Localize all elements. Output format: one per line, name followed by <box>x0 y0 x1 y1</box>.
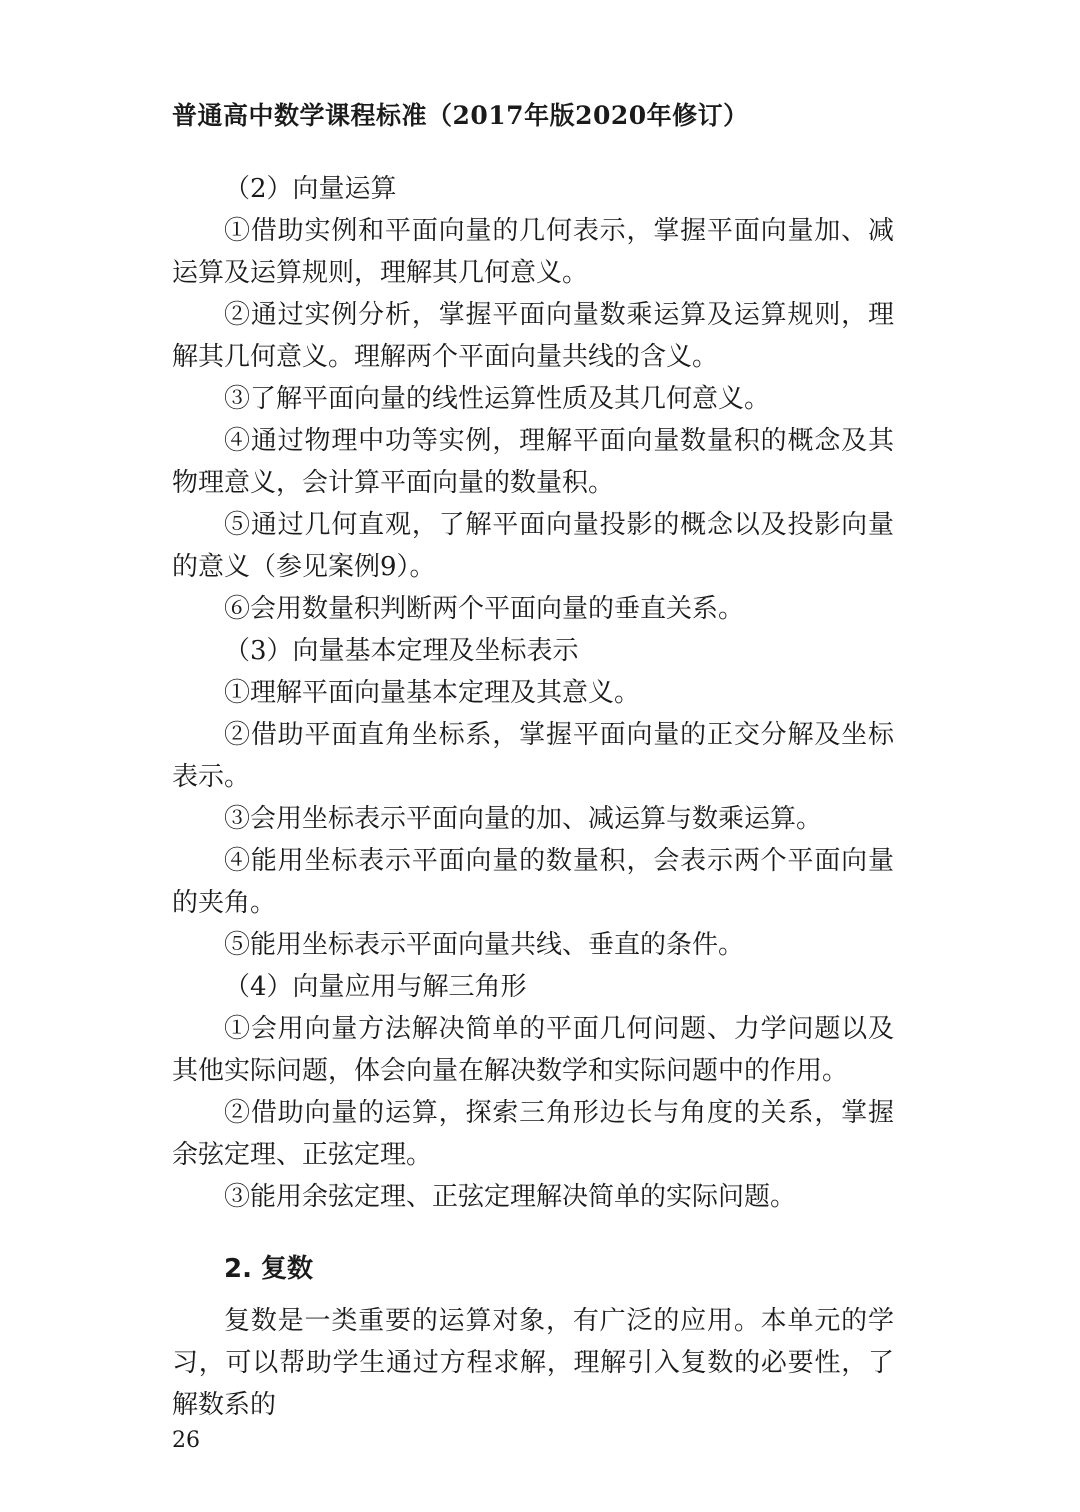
subsection-title-basis-theorem: （3）向量基本定理及坐标表示 <box>224 636 579 666</box>
body-text <box>172 168 894 1426</box>
subsection-title-vector-applications: （4）向量应用与解三角形 <box>224 972 527 1002</box>
list-item: ②通过实例分析，掌握平面向量数乘运算及运算规则，理解其几何意义。理解两个平面向量共线的含义。 <box>172 300 894 372</box>
list-item: ③会用坐标表示平面向量的加、减运算与数乘运算。 <box>224 804 823 834</box>
list-item: ①会用向量方法解决简单的平面几何问题、力学问题以及其他实际问题，体会向量在解决数学和实际问题中的作用。 <box>172 1014 894 1086</box>
list-item: ⑥会用数量积判断两个平面向量的垂直关系。 <box>224 594 745 624</box>
list-item: ②借助平面直角坐标系，掌握平面向量的正交分解及坐标表示。 <box>172 720 894 792</box>
list-item: ④通过物理中功等实例，理解平面向量数量积的概念及其物理意义，会计算平面向量的数量积。 <box>172 426 894 498</box>
subsection-title-vector-operations: （2）向量运算 <box>224 174 397 204</box>
list-item: ①理解平面向量基本定理及其意义。 <box>224 678 641 708</box>
section-heading-complex-numbers: 2. 复数 <box>224 1254 314 1284</box>
running-header: 普通高中数学课程标准（2017年版2020年修订） <box>172 101 749 130</box>
list-item: ⑤能用坐标表示平面向量共线、垂直的条件。 <box>224 930 745 960</box>
list-item: ③了解平面向量的线性运算性质及其几何意义。 <box>224 384 771 414</box>
list-item: ①借助实例和平面向量的几何表示，掌握平面向量加、减运算及运算规则，理解其几何意义。 <box>172 216 894 288</box>
list-item: ④能用坐标表示平面向量的数量积，会表示两个平面向量的夹角。 <box>172 846 894 918</box>
list-item: ⑤通过几何直观，了解平面向量投影的概念以及投影向量的意义（参见案例9）。 <box>172 510 894 582</box>
list-item: ②借助向量的运算，探索三角形边长与角度的关系，掌握余弦定理、正弦定理。 <box>172 1098 894 1170</box>
page-number: 26 <box>172 1428 200 1453</box>
section-intro-paragraph: 复数是一类重要的运算对象，有广泛的应用。本单元的学习，可以帮助学生通过方程求解，理解引入复数的必要性，了解数系的 <box>172 1306 894 1420</box>
list-item: ③能用余弦定理、正弦定理解决简单的实际问题。 <box>224 1182 797 1212</box>
